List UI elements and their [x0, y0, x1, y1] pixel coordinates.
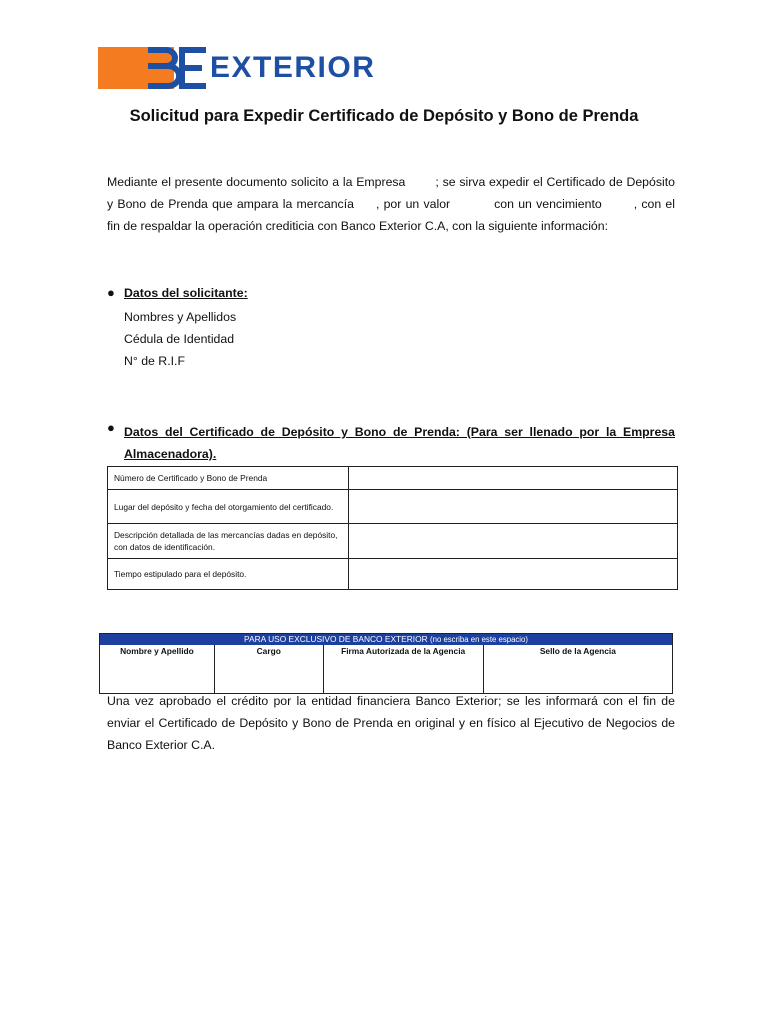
- row-value-cell[interactable]: [349, 490, 678, 524]
- row-value-cell[interactable]: [349, 467, 678, 490]
- intro-text-4: con un vencimiento: [494, 197, 602, 211]
- bank-use-header-text: PARA USO EXCLUSIVO DE BANCO EXTERIOR: [244, 634, 428, 644]
- bank-logo: [98, 47, 378, 89]
- certificate-table: [107, 466, 678, 590]
- intro-text-3: , por un valor: [375, 197, 451, 211]
- bank-use-box: [99, 633, 673, 694]
- closing-paragraph: Una vez aprobado el crédito por la entidad financiera Banco Exterior; se les informará con el fin de enviar el Certificado de Depósito y Bono de Prenda en original y en físico al Ejecutivo de Negocios de Banco Exterior C.A.: [107, 694, 675, 752]
- applicant-fields: [124, 306, 236, 372]
- row-value-cell[interactable]: [349, 524, 678, 559]
- bullet-icon: ●: [107, 285, 115, 300]
- row-label: Descripción detallada de las mercancías dadas en depósito, con datos de identificación.: [108, 524, 349, 559]
- row-label: Tiempo estipulado para el depósito.: [108, 559, 349, 590]
- bank-use-header: [100, 634, 672, 645]
- row-value-cell[interactable]: [349, 559, 678, 590]
- logo-wordmark: EXTERIOR: [210, 51, 376, 84]
- logo-be-mark-icon: [142, 47, 210, 89]
- column-position: Cargo: [214, 645, 323, 693]
- certificate-heading-text: Datos del Certificado de Depósito y Bono de Prenda: (Para ser llenado por la Empresa Almacenadora).: [124, 425, 675, 461]
- table-row: [108, 559, 678, 590]
- column-agency-seal: Sello de la Agencia: [483, 645, 672, 693]
- table-row: [108, 467, 678, 490]
- table-row: [108, 490, 678, 524]
- intro-text-2: ; se sirva expedir el Certificado de Depósito y Bono de Prenda que ampara la mercancía: [107, 175, 675, 211]
- intro-text-5: , con el fin de respaldar la operación crediticia con Banco Exterior C.A, con la siguiente información:: [107, 197, 675, 233]
- intro-text-1: Mediante el presente documento solicito a la Empresa: [107, 175, 406, 189]
- page-title: Solicitud para Expedir Certificado de Depósito y Bono de Prenda: [129, 107, 639, 125]
- field-id-number: Cédula de Identidad: [124, 332, 235, 346]
- field-full-name: Nombres y Apellidos: [124, 310, 237, 324]
- intro-paragraph: [107, 171, 675, 237]
- applicant-heading-text: Datos del solicitante:: [124, 286, 248, 300]
- table-row: [108, 524, 678, 559]
- bank-use-table: [100, 645, 672, 693]
- bank-use-header-note: (no escriba en este espacio): [430, 635, 528, 644]
- table-row: [100, 645, 672, 693]
- row-label: Número de Certificado y Bono de Prenda: [108, 467, 349, 490]
- column-name: Nombre y Apellido: [120, 646, 194, 656]
- bullet-icon: ●: [107, 420, 115, 435]
- row-label: Lugar del depósito y fecha del otorgamiento del certificado.: [108, 490, 349, 524]
- column-authorized-signature: Firma Autorizada de la Agencia: [323, 645, 483, 693]
- field-rif: N° de R.I.F: [124, 354, 185, 368]
